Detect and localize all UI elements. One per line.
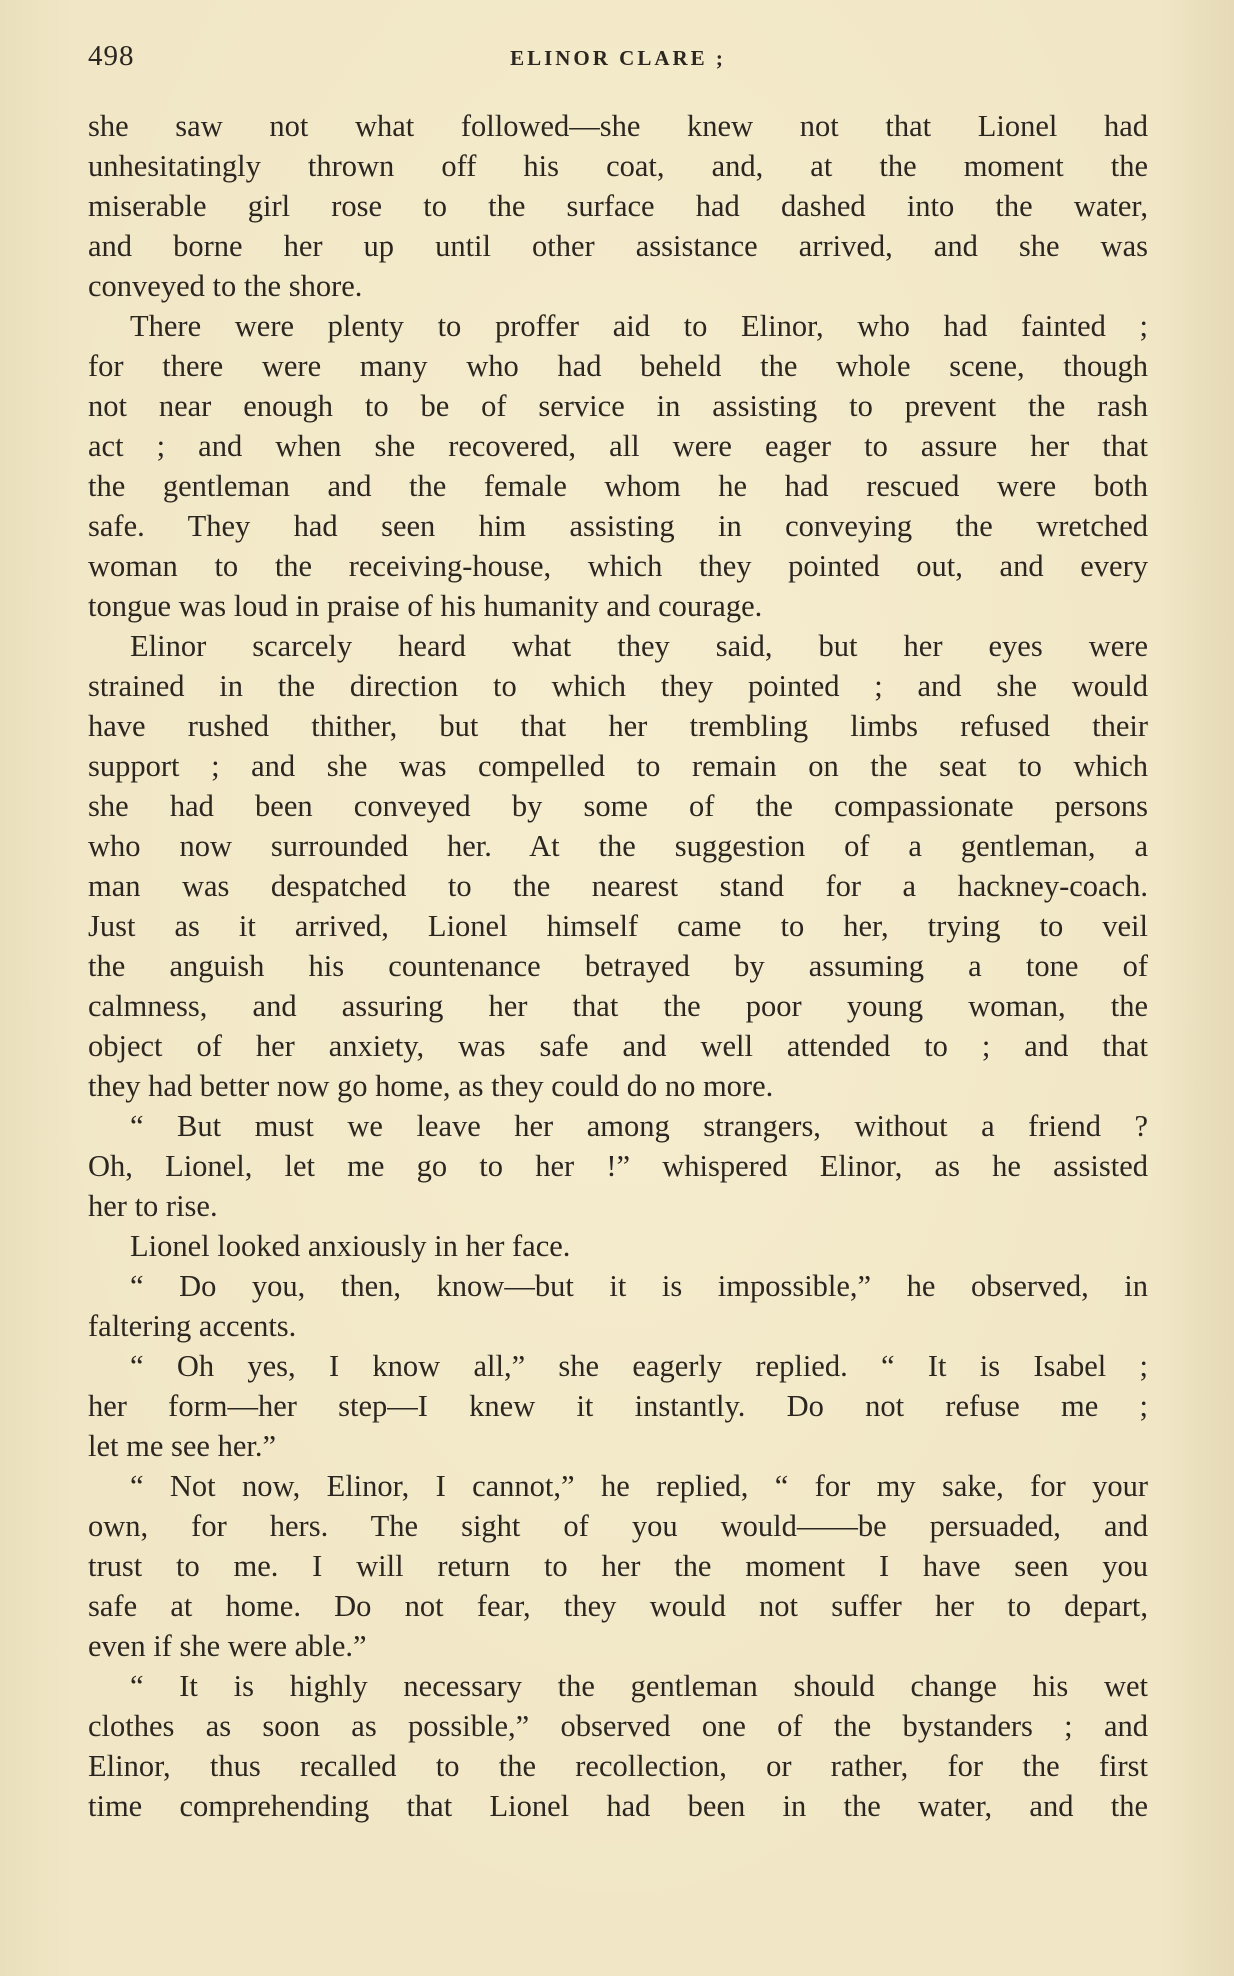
text-line: man was despatched to the nearest stand for a hackney-coach.: [88, 869, 1148, 903]
text-line: faltering accents.: [88, 1309, 297, 1343]
text-line: her form—her step—I knew it instantly. Do not refuse me ;: [88, 1389, 1148, 1423]
text-line: safe at home. Do not fear, they would not suffer her to depart,: [88, 1589, 1148, 1623]
text-line: even if she were able.”: [88, 1629, 367, 1663]
text-line: safe. They had seen him assisting in conveying the wretched: [88, 509, 1148, 543]
page-header: [88, 40, 1148, 80]
text-line: for there were many who had beheld the whole scene, though: [88, 349, 1148, 383]
text-line: and borne her up until other assistance arrived, and she was: [88, 229, 1148, 263]
text-line: unhesitatingly thrown off his coat, and, at the moment the: [88, 149, 1148, 183]
text-line: woman to the receiving-house, which they pointed out, and every: [88, 549, 1148, 583]
text-line: calmness, and assuring her that the poor young woman, the: [88, 989, 1148, 1023]
text-line: time comprehending that Lionel had been in the water, and the: [88, 1789, 1148, 1823]
text-line: “ Do you, then, know—but it is impossible,” he observed, in: [130, 1269, 1148, 1303]
text-line: Elinor scarcely heard what they said, but her eyes were: [130, 629, 1148, 663]
text-line: “ Not now, Elinor, I cannot,” he replied, “ for my sake, for your: [130, 1469, 1148, 1503]
text-line: object of her anxiety, was safe and well attended to ; and that: [88, 1029, 1148, 1063]
text-line: her to rise.: [88, 1189, 218, 1223]
text-line: strained in the direction to which they pointed ; and she would: [88, 669, 1148, 703]
text-line: let me see her.”: [88, 1429, 276, 1463]
running-head: ELINOR CLARE ;: [510, 46, 726, 70]
text-line: clothes as soon as possible,” observed one of the bystanders ; and: [88, 1709, 1148, 1743]
page-number: 498: [88, 40, 135, 72]
text-line: trust to me. I will return to her the moment I have seen you: [88, 1549, 1148, 1583]
text-line: “ But must we leave her among strangers, without a friend ?: [130, 1109, 1148, 1143]
text-line: tongue was loud in praise of his humanity and courage.: [88, 589, 763, 623]
text-line: the anguish his countenance betrayed by assuming a tone of: [88, 949, 1148, 983]
text-line: have rushed thither, but that her trembling limbs refused their: [88, 709, 1148, 743]
text-line: act ; and when she recovered, all were eager to assure her that: [88, 429, 1148, 463]
text-line: the gentleman and the female whom he had rescued were both: [88, 469, 1148, 503]
text-line: she saw not what followed—she knew not that Lionel had: [88, 109, 1148, 143]
text-line: Lionel looked anxiously in her face.: [130, 1229, 571, 1263]
text-line: Just as it arrived, Lionel himself came to her, trying to veil: [88, 909, 1148, 943]
text-line: own, for hers. The sight of you would——be persuaded, and: [88, 1509, 1148, 1543]
text-line: Elinor, thus recalled to the recollection, or rather, for the first: [88, 1749, 1148, 1783]
text-line: “ Oh yes, I know all,” she eagerly replied. “ It is Isabel ;: [130, 1349, 1148, 1383]
text-line: Oh, Lionel, let me go to her !” whispered Elinor, as he assisted: [88, 1149, 1148, 1183]
text-line: not near enough to be of service in assisting to prevent the rash: [88, 389, 1148, 423]
body-text: [88, 106, 1148, 1826]
text-line: conveyed to the shore.: [88, 269, 363, 303]
text-line: miserable girl rose to the surface had dashed into the water,: [88, 189, 1148, 223]
text-line: support ; and she was compelled to remain on the seat to which: [88, 749, 1148, 783]
text-line: “ It is highly necessary the gentleman should change his wet: [130, 1669, 1148, 1703]
text-line: There were plenty to proffer aid to Elinor, who had fainted ;: [130, 309, 1148, 343]
text-line: they had better now go home, as they could do no more.: [88, 1069, 774, 1103]
text-line: she had been conveyed by some of the compassionate persons: [88, 789, 1148, 823]
text-line: who now surrounded her. At the suggestion of a gentleman, a: [88, 829, 1148, 863]
